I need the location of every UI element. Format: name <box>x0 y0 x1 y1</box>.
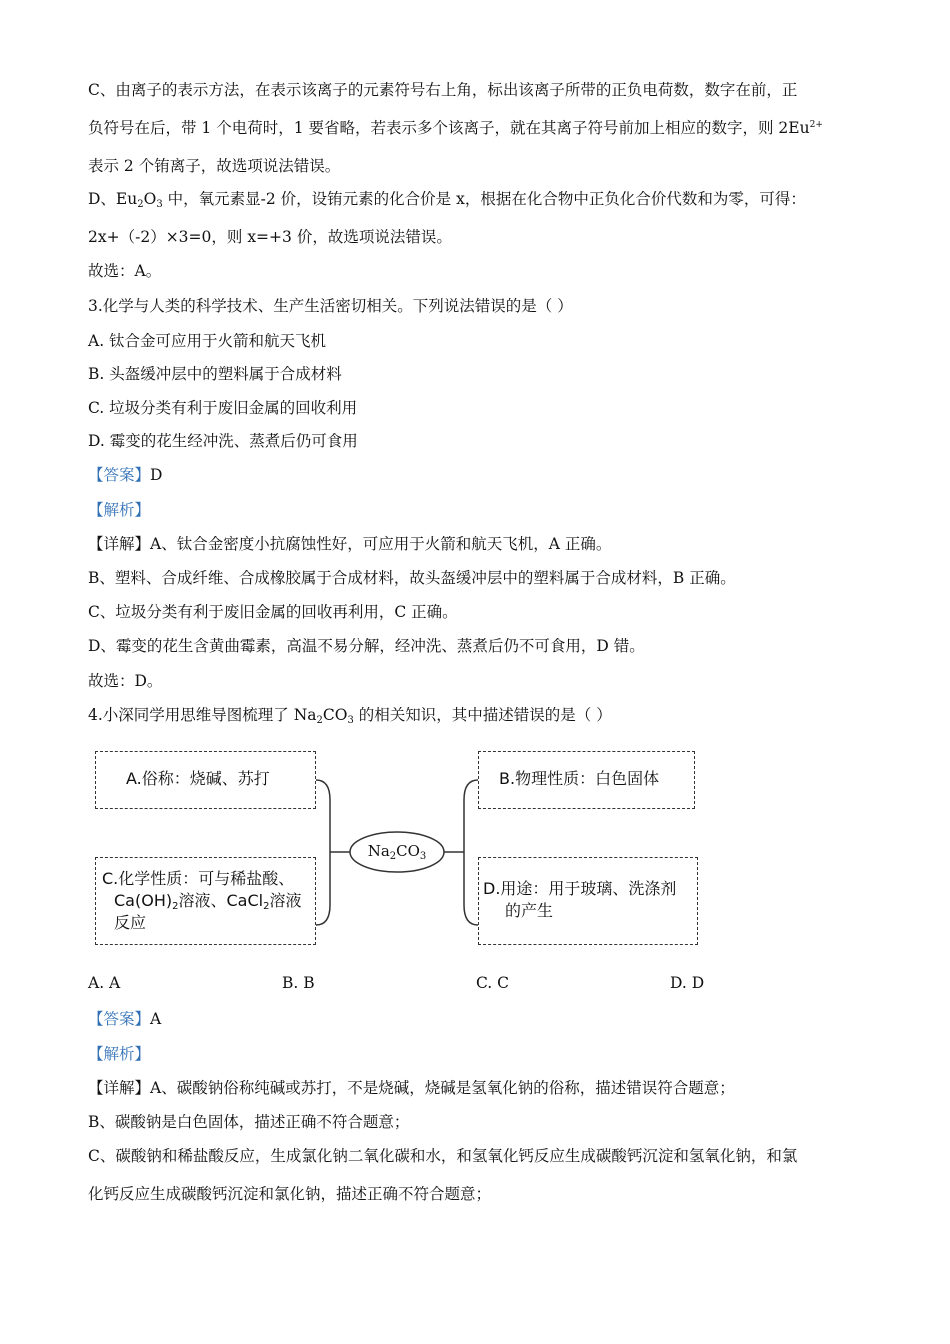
q4-option-c: C. C <box>476 974 510 992</box>
q4-stem-b: CO <box>322 706 348 724</box>
q4-stem-a: 4.小深同学用思维导图梳理了 Na <box>88 706 317 724</box>
box-c-l2sub2: 2 <box>263 901 270 912</box>
answer-value: D <box>150 466 163 484</box>
mindmap-box-c <box>95 857 316 945</box>
d-explanation-line-2: 2x+（-2）×3=0，则 x=+3 价，故选项说法错误。 <box>88 228 452 246</box>
q4-option-a: A. A <box>88 974 121 992</box>
q4-detail-c-line2: 化钙反应生成碳酸钙沉淀和氯化钠，描述正确不符合题意； <box>88 1185 492 1203</box>
q4-option-d: D. D <box>670 974 705 992</box>
eu-charge: 2+ <box>809 120 823 130</box>
q4-stem-c: 的相关知识，其中描述错误的是（ ） <box>353 706 612 724</box>
d-line1-sub1: 2 <box>137 199 144 210</box>
d-line1-a: D、Eu <box>88 190 138 208</box>
d-line1-sub2: 3 <box>156 199 163 210</box>
box-c-line3: 反应 <box>114 913 147 932</box>
q3-detail-d: D、霉变的花生含黄曲霉素，高温不易分解，经冲洗、蒸煮后仍不可食用，D 错。 <box>88 637 645 655</box>
c-explanation-line-1: C、由离子的表示方法，在表示该离子的元素符号右上角，标出该离子所带的正负电荷数，数字在前，正 <box>88 81 798 99</box>
mindmap-box-d <box>478 857 698 945</box>
q3-stem: 3.化学与人类的科学技术、生产生活密切相关。下列说法错误的是（ ） <box>88 297 573 315</box>
box-c-line2 <box>102 890 305 912</box>
d-line1-b: O <box>143 190 157 208</box>
q4-answer <box>88 1009 161 1029</box>
q3-option-c: C. 垃圾分类有利于废旧金属的回收利用 <box>88 399 358 417</box>
q3-final-answer: 故选：D。 <box>88 672 163 690</box>
q2-final-answer: 故选：A。 <box>88 262 162 280</box>
q4-detail-b: B、碳酸钠是白色固体，描述正确不符合题意； <box>88 1113 410 1131</box>
box-c-l2c: 溶液 <box>269 891 302 910</box>
center-sub1: 2 <box>389 851 397 862</box>
box-c-l2b: 溶液、CaCl <box>178 891 264 910</box>
q4-option-b: B. B <box>282 974 315 992</box>
q4-detail-c-line1: C、碳酸钠和稀盐酸反应，生成氯化钠二氧化碳和水，和氢氧化钙反应生成碳酸钙沉淀和氢氧化钠，和氯 <box>88 1147 798 1165</box>
box-c-line1: C.化学性质：可与稀盐酸、 <box>102 869 295 888</box>
q3-detail-b: B、塑料、合成纤维、合成橡胶属于合成材料，故头盔缓冲层中的塑料属于合成材料，B 正确。 <box>88 569 736 587</box>
c-line2-text: 负符号在后，带 1 个电荷时，1 要省略，若表示多个该离子，就在其离子符号前加上相应的数字，则 2Eu <box>88 119 810 137</box>
box-c-l2a: Ca(OH) <box>114 891 173 910</box>
center-b: CO <box>396 842 420 860</box>
q4-detail-tag: 【详解】 <box>88 1079 151 1097</box>
q3-option-a: A. 钛合金可应用于火箭和航天飞机 <box>88 332 327 350</box>
detail-tag: 【详解】 <box>88 535 151 553</box>
q3-option-b: B. 头盔缓冲层中的塑料属于合成材料 <box>88 365 342 383</box>
d-line1-c: 中，氧元素显-2 价，设铕元素的化合价是 x，根据在化合物中正负化合价代数和为零，可得： <box>162 190 806 208</box>
q3-option-d: D. 霉变的花生经冲洗、蒸煮后仍可食用 <box>88 432 358 450</box>
box-d-line2: 的产生 <box>505 901 554 920</box>
box-c-l2sub: 2 <box>172 901 179 912</box>
detail-a-text: A、钛合金密度小抗腐蚀性好，可应用于火箭和航天飞机，A 正确。 <box>150 535 612 553</box>
center-sub2: 3 <box>419 851 427 862</box>
c-explanation-line-3: 表示 2 个铕离子，故选项说法错误。 <box>88 157 341 175</box>
q4-detail-a <box>88 1078 735 1098</box>
answer-tag: 【答案】 <box>88 466 151 484</box>
q3-detail-c: C、垃圾分类有利于废旧金属的回收再利用，C 正确。 <box>88 603 458 621</box>
mindmap-box-a: A.俗称：烧碱、苏打 <box>95 751 316 809</box>
mindmap-center-node <box>350 840 444 862</box>
q4-analysis-tag: 【解析】 <box>88 1045 151 1063</box>
q4-answer-value: A <box>150 1010 162 1028</box>
q4-stem-sub1: 2 <box>316 715 323 726</box>
center-a: Na <box>367 842 390 860</box>
q4-answer-tag: 【答案】 <box>88 1010 151 1028</box>
q3-analysis-tag: 【解析】 <box>88 501 151 519</box>
mindmap-box-b: B.物理性质：白色固体 <box>478 751 695 809</box>
q4-detail-a-text: A、碳酸钠俗称纯碱或苏打，不是烧碱，烧碱是氢氧化钠的俗称，描述错误符合题意； <box>150 1079 735 1097</box>
box-d-line1: D.用途：用于玻璃、洗涤剂 <box>483 879 677 898</box>
q4-stem-sub2: 3 <box>347 715 354 726</box>
